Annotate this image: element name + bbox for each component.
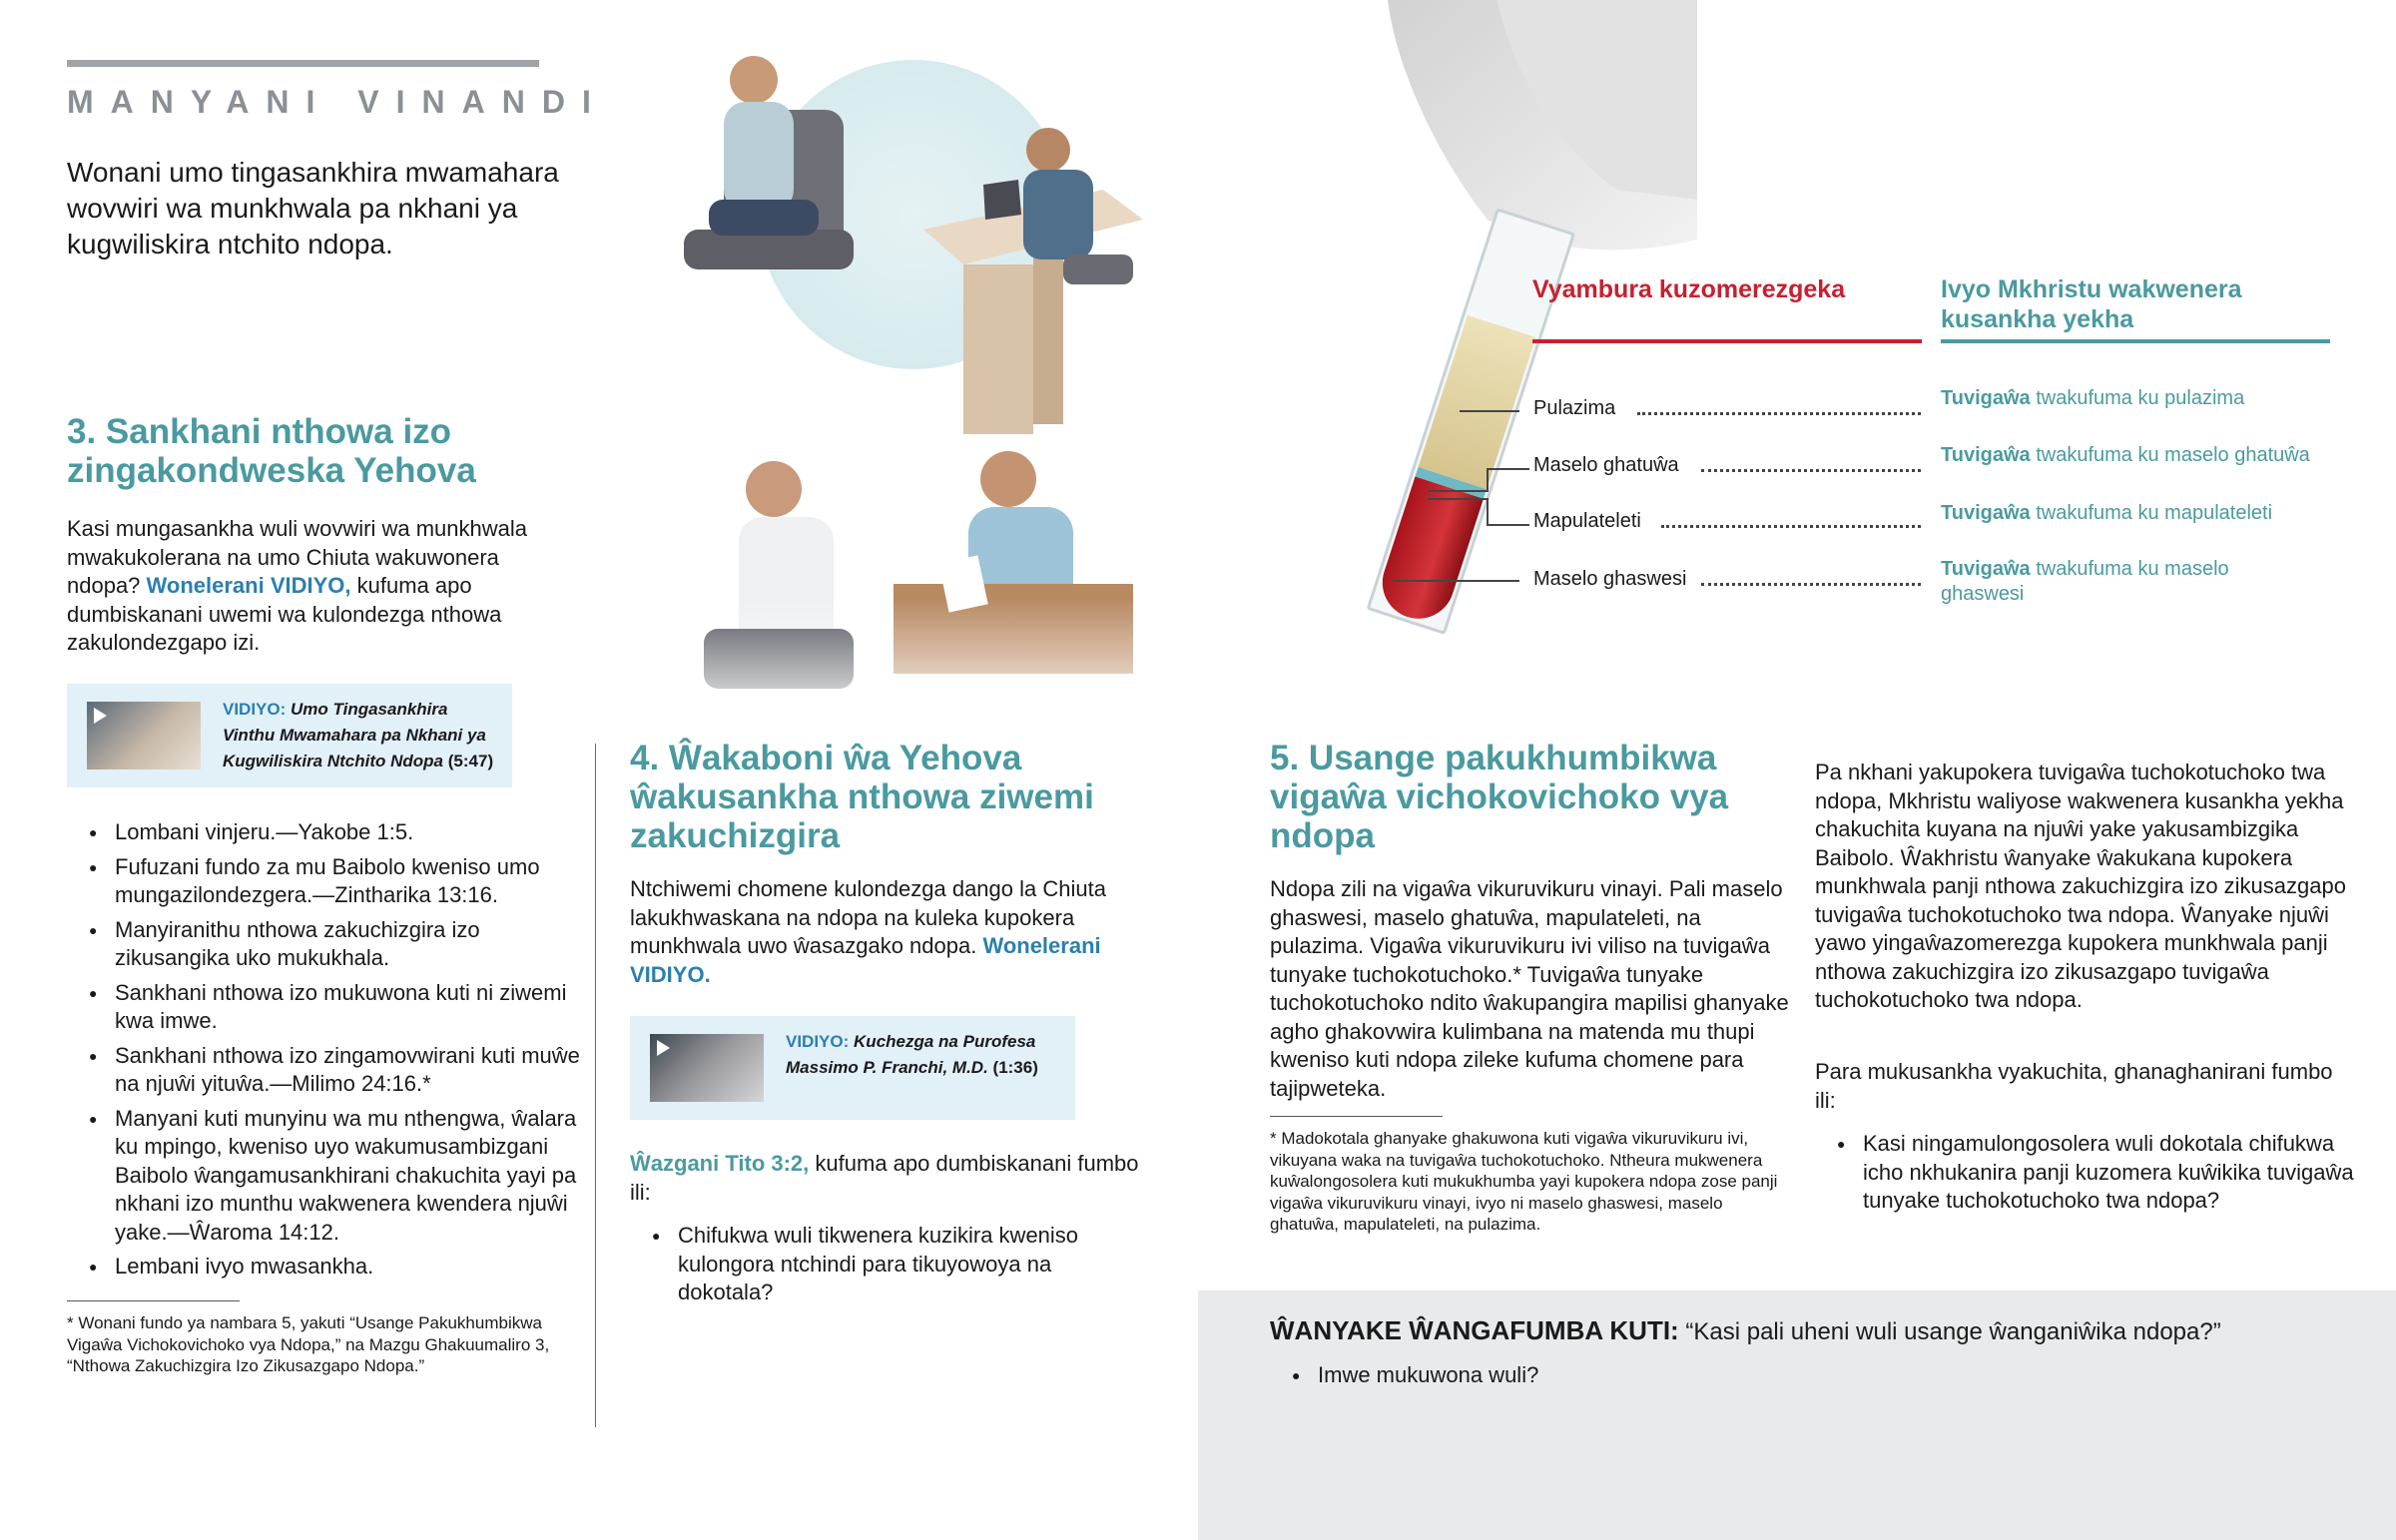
section-5-paragraph-3: Para mukusankha vyakuchita, ghanaghanirani fumbo ili:	[1815, 1059, 2333, 1113]
section-5-heading: 5. Usange pakukhumbikwa vigaŵa vichokovichoko vya ndopa	[1270, 739, 1729, 855]
fraction-red-cells: Tuvigaŵa twakufuma ku maselo ghaswesi	[1941, 558, 2229, 605]
section-5-paragraph-2: Pa nkhani yakupokera tuvigaŵa tuchokotuchoko twa ndopa, Mkhristu waliyose wakwenera kusankha yekha chakuchita kuyana na njuŵi yake yakusambizgika Baibolo. Ŵakhristu ŵanyake ŵakukana kupokera munkhwala panji nthowa zakuchizgira izo zikusazgapo tuvigaŵa tuchokotuchoko twa ndopa. Ŵanyake njuŵi yawo yingaŵazomerezga kupokera munkhwala panji nthowa zakuchizgira izo zikusazgapo tuvigaŵa tuchokotuchoko twa ndopa.	[1815, 760, 2346, 1012]
video-card-1[interactable]: VIDIYO: Umo Tingasankhira Vinthu Mwamahara pa Nkhani ya Kugwiliskira Ntchito Ndopa (5:47)	[67, 684, 512, 787]
watch-video-link[interactable]: Wonelerani VIDIYO,	[146, 573, 351, 598]
leader-dots	[1637, 412, 1921, 415]
top-rule	[67, 60, 539, 67]
section-5-list	[1815, 1130, 2354, 1222]
list-item: ● Kasi ningamulongosolera wuli dokotala chifukwa icho nkhukanira panji kuzomera kuŵikika tuvigaŵa tunyake tuchokotuchoko twa ndopa?	[1815, 1130, 2354, 1216]
header-rule-teal	[1941, 339, 2330, 343]
footnote-rule	[67, 1300, 240, 1301]
play-icon	[657, 1040, 670, 1056]
section-3-heading: 3. Sankhani nthowa izo zingakondweska Yehova	[67, 412, 476, 490]
scripture-link[interactable]: Ŵazgani Tito 3:2,	[630, 1151, 810, 1176]
others-may-ask: ŴANYAKE ŴANGAFUMBA KUTI: “Kasi pali uheni wuli usange ŵanganiŵika ndopa?”	[1270, 1315, 2221, 1345]
section-3-paragraph: Kasi mungasankha wuli wovwiri wa munkhwala mwakukolerana na umo Chiuta wakuwonera ndopa? Wonelerani VIDIYO, kufuma apo dumbiskanani uwemi wa kulondezga nthowa zakulondezgapo izi.	[67, 516, 527, 655]
fraction-white-cells: Tuvigaŵa twakufuma ku maselo ghatuŵa	[1941, 444, 2310, 466]
list-item: ● Lembani ivyo mwasankha.	[67, 1253, 586, 1282]
component-red-cells: Maselo ghaswesi	[1533, 568, 1687, 590]
section-kicker: MANYANI VINANDI	[67, 84, 608, 120]
video-thumbnail[interactable]	[650, 1034, 764, 1102]
footnote-1: * Wonani fundo ya nambara 5, yakuti “Usange Pakukhumbikwa Vigaŵa Vichokovichoko vya Ndopa,” na Mazgu Ghakuumaliro 3, “Nthowa Zakuchizgira Izo Zikusazgapo Ndopa.”	[67, 1313, 550, 1375]
list-item: ● Manyani kuti munyinu wa mu nthengwa, ŵalara ku mpingo, kweniso uyo wakumusambizgani Baibolo ŵangamusankhirani chakuchita yayi pa nkhani izo munthu wakwenera kwendera njuŵi yake.—Ŵaroma 14:12.	[67, 1105, 586, 1248]
table-header-not-acceptable: Vyambura kuzomerezgeka	[1532, 275, 1846, 303]
header-rule-red	[1532, 339, 1922, 343]
list-item: ● Sankhani nthowa izo mukuwona kuti ni ziwemi kwa imwe.	[67, 979, 586, 1036]
fraction-plasma: Tuvigaŵa twakufuma ku pulazima	[1941, 387, 2245, 409]
video-thumbnail[interactable]	[87, 702, 201, 770]
leader-dots	[1661, 525, 1921, 528]
component-plasma: Pulazima	[1533, 397, 1616, 419]
play-icon	[94, 708, 107, 724]
section-4-heading: 4. Ŵakaboni ŵa Yehova ŵakusankha nthowa ziwemi zakuchizgira	[630, 739, 1094, 855]
section-4-paragraph: Ntchiwemi chomene kulondezga dango la Chiuta lakukhwaskana na ndopa na kuleka kupokera munkhwala uwo ŵasazgako ndopa. Wonelerani VIDIYO.	[630, 876, 1106, 987]
component-platelets: Mapulateleti	[1533, 510, 1641, 532]
list-item: ● Imwe mukuwona wuli?	[1270, 1361, 1869, 1390]
list-item: ● Manyiranithu nthowa zakuchizgira izo zikusangika uko mukukhala.	[67, 916, 586, 973]
footnote-2: * Madokotala ghanyake ghakuwona kuti vigaŵa vikuruvikuru ivi, vikuyana waka na tuvigaŵa tuchokotuchoko. Ntheura mukwenera kuŵalongosolera kuti mukukhumba yayi kupokera ndopa zose panji vigaŵa vikuruvikuru vinayi, ivyo ni maselo ghaswesi, maselo ghatuŵa, mapulateleti, na pulazima.	[1270, 1129, 1778, 1234]
watch-video-link[interactable]: Wonelerani VIDIYO.	[630, 933, 1101, 987]
test-tube-illustration	[1238, 0, 1697, 649]
section-4-list	[630, 1222, 1149, 1313]
list-item: ● Fufuzani fundo za mu Baibolo kweniso umo mungazilondezgera.—Zintharika 13:16.	[67, 853, 586, 910]
section-4-reading: Ŵazgani Tito 3:2, kufuma apo dumbiskanani fumbo ili:	[630, 1151, 1139, 1205]
list-item: ● Chifukwa wuli tikwenera kuzikira kweniso kulongora ntchindi para tikuyowoya na dokotala?	[630, 1222, 1149, 1307]
leader-dots	[1701, 469, 1921, 472]
section-5-paragraph: Ndopa zili na vigaŵa vikuruvikuru vinayi. Pali maselo ghaswesi, maselo ghatuŵa, mapulateleti, na pulazima. Vigaŵa vikuruvikuru ivi viliso na tuvigaŵa tunyake tuchokotuchoko.* Tuvigaŵa tunyake tuchokotuchoko ndito ŵakupangira mapilisi ghanyake agho ghakovwira kulimbana na matenda mu thupi kweniso kuti ndopa zileke kufuma chomene para tajipweteka.	[1270, 876, 1789, 1101]
section-3-list	[67, 818, 586, 1287]
list-item: ● Lombani vinjeru.—Yakobe 1:5.	[67, 818, 586, 847]
column-divider	[595, 744, 596, 1427]
intro-text: Wonani umo tingasankhira mwamahara wovwiri wa munkhwala pa nkhani ya kugwiliskira ntchito ndopa.	[67, 157, 559, 259]
leader-dots	[1701, 583, 1921, 586]
component-white-cells: Maselo ghatuŵa	[1533, 454, 1679, 476]
table-header-personal-decision: Ivyo Mkhristu wakwenera kusankha yekha	[1941, 275, 2242, 333]
consultation-illustration	[624, 40, 1153, 729]
footnote-rule	[1270, 1116, 1443, 1117]
video-card-2[interactable]: VIDIYO: Kuchezga na Purofesa Massimo P. Franchi, M.D. (1:36)	[630, 1016, 1075, 1120]
fraction-platelets: Tuvigaŵa twakufuma ku mapulateleti	[1941, 502, 2273, 524]
ask-list	[1270, 1361, 1869, 1396]
list-item: ● Sankhani nthowa izo zingamovwirani kuti muŵe na njuŵi yituŵa.—Milimo 24:16.*	[67, 1042, 586, 1099]
